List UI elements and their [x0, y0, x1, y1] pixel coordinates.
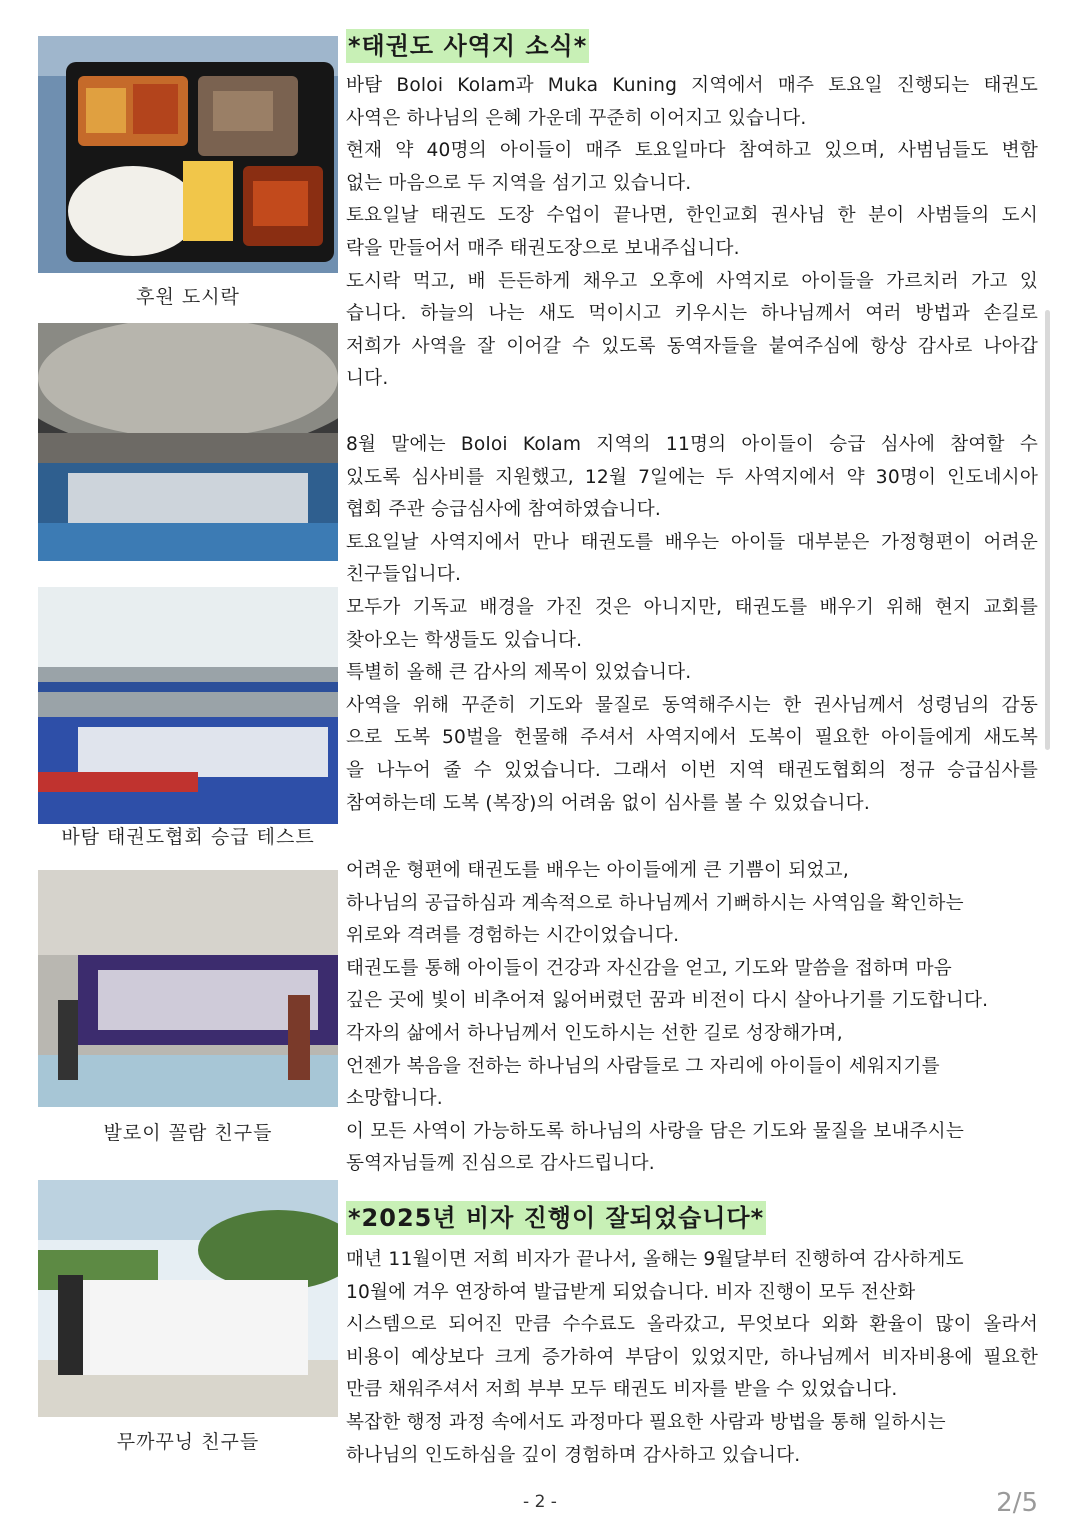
ministry-news-paragraph-2: [346, 429, 1038, 820]
text-line: 참여하는데 도복 (복장)의 어려움 없이 심사를 볼 수 있었습니다.: [346, 792, 870, 814]
text-line: 협회 주관 승급심사에 참여하였습니다.: [346, 499, 662, 521]
lunchbox-photo: [38, 36, 338, 273]
text-line: 하나님의 공급하심과 계속적으로 하나님께서 기뻐하시는 사역임을 확인하는: [346, 892, 964, 914]
text-line: 락을 만들어서 매주 태권도장으로 보내주십니다.: [346, 237, 740, 259]
text-line: 니다.: [346, 368, 389, 390]
text-line: 소망합니다.: [346, 1088, 443, 1110]
scrollbar[interactable]: [1045, 310, 1050, 750]
text-line: 바탐 Boloi Kolam과 Muka Kuning 지역에서 매주 토요일 진행되는 태권도: [346, 75, 1038, 96]
grading-test-caption: 바탐 태권도협회 승급 테스트: [61, 826, 315, 848]
text-line: 언젠가 복음을 전하는 하나님의 사람들로 그 자리에 아이들이 세워지기를: [346, 1055, 940, 1077]
text-line: 토요일날 사역지에서 만나 태권도를 배우는 아이들 대부분은 가정형편이 어려운: [346, 531, 1038, 553]
text-line: 친구들입니다.: [346, 564, 462, 586]
text-line: 매년 11월이면 저희 비자가 끝나서, 올해는 9월달부터 진행하여 감사하게도: [346, 1249, 964, 1270]
text-line: 특별히 올해 큰 감사의 제목이 있었습니다.: [346, 662, 692, 684]
grading-test-photo: [38, 587, 338, 824]
text-line: 찾아오는 학생들도 있습니다.: [346, 629, 583, 651]
text-line: 습니다. 하늘의 나는 새도 먹이시고 키우시는 하나님께서 여러 방법과 손길로: [346, 303, 1038, 325]
text-line: 으로 도복 50벌을 헌물해 주셔서 사역지에서 도복이 필요한 아이들에게 새도복: [346, 727, 1038, 749]
text-line: 있도록 심사비를 지원했고, 12월 7일에는 두 사역지에서 약 30명이 인도네시아: [346, 466, 1038, 488]
ministry-news-paragraph-3: [346, 855, 1038, 1181]
text-line: 복잡한 행정 과정 속에서도 과정마다 필요한 사람과 방법을 통해 일하시는: [346, 1411, 946, 1433]
text-line: 이 모든 사역이 가능하도록 하나님의 사랑을 담은 기도와 물질을 보내주시는: [346, 1120, 965, 1142]
lunchbox-caption: 후원 도시락: [136, 286, 240, 308]
text-line: 8월 말에는 Boloi Kolam 지역의 11명의 아이들이 승급 심사에 참여할 수: [346, 434, 1038, 455]
text-line: 시스템으로 되어진 만큼 수수료도 올라갔고, 무엇보다 외화 환율이 많이 올라서: [346, 1314, 1038, 1336]
page-count-indicator: 2/5: [996, 1488, 1038, 1518]
mukakuning-friends-photo: [38, 1180, 338, 1417]
text-line: 사역은 하나님의 은혜 가운데 꾸준히 이어지고 있습니다.: [346, 107, 807, 129]
text-line: 10월에 겨우 연장하여 발급받게 되었습니다. 비자 진행이 모두 전산화: [346, 1281, 916, 1303]
mukakuning-friends-caption: 무까꾸닝 친구들: [116, 1431, 260, 1453]
text-line: 저희가 사역을 잘 이어갈 수 있도록 동역자들을 붙여주심에 항상 감사로 나아갑: [346, 335, 1038, 357]
ministry-news-paragraph-1: [346, 70, 1038, 396]
text-line: 을 나누어 줄 수 있었습니다. 그래서 이번 지역 태권도협회의 정규 승급심사를: [346, 759, 1038, 781]
text-line: 만큼 채워주셔서 저희 부부 모두 태권도 비자를 받을 수 있었습니다.: [346, 1379, 898, 1401]
grading-hall-photo: [38, 323, 338, 561]
text-line: 토요일날 태권도 도장 수업이 끝나면, 한인교회 권사님 한 분이 사범들의 도시: [346, 205, 1038, 227]
page-number: - 2 -: [523, 1492, 557, 1512]
visa-title: *2025년 비자 진행이 잘되었습니다*: [346, 1201, 766, 1235]
text-line: 하나님의 인도하심을 깊이 경험하며 감사하고 있습니다.: [346, 1444, 801, 1466]
text-line: 깊은 곳에 빛이 비추어져 잃어버렸던 꿈과 비전이 다시 살아나기를 기도합니다.: [346, 990, 989, 1012]
text-line: 동역자님들께 진심으로 감사드립니다.: [346, 1153, 655, 1175]
text-line: 모두가 기독교 배경을 가진 것은 아니지만, 태권도를 배우기 위해 현지 교회를: [346, 596, 1038, 618]
text-line: 사역을 위해 꾸준히 기도와 물질로 동역해주시는 한 권사님께서 성령님의 감동: [346, 694, 1038, 716]
text-line: 각자의 삶에서 하나님께서 인도하시는 선한 길로 성장해가며,: [346, 1022, 843, 1044]
text-line: 태권도를 통해 아이들이 건강과 자신감을 얻고, 기도와 말씀을 접하며 마음: [346, 957, 952, 979]
text-line: 현재 약 40명의 아이들이 매주 토요일마다 참여하고 있으며, 사범님들도 변함: [346, 140, 1038, 162]
ministry-news-title: *태권도 사역지 소식*: [346, 29, 589, 63]
text-line: 어려운 형편에 태권도를 배우는 아이들에게 큰 기쁨이 되었고,: [346, 860, 849, 881]
text-line: 도시락 먹고, 배 든든하게 채우고 오후에 사역지로 아이들을 가르치러 가고 있: [346, 270, 1038, 292]
visa-paragraph: [346, 1244, 1038, 1472]
text-line: 비용이 예상보다 크게 증가하여 부담이 있었지만, 하나님께서 비자비용에 필요한: [346, 1346, 1038, 1368]
text-line: 없는 마음으로 두 지역을 섬기고 있습니다.: [346, 172, 692, 194]
boloi-friends-caption: 발로이 꼴람 친구들: [103, 1122, 273, 1144]
boloi-friends-photo: [38, 870, 338, 1107]
text-line: 위로와 격려를 경험하는 시간이었습니다.: [346, 925, 680, 947]
